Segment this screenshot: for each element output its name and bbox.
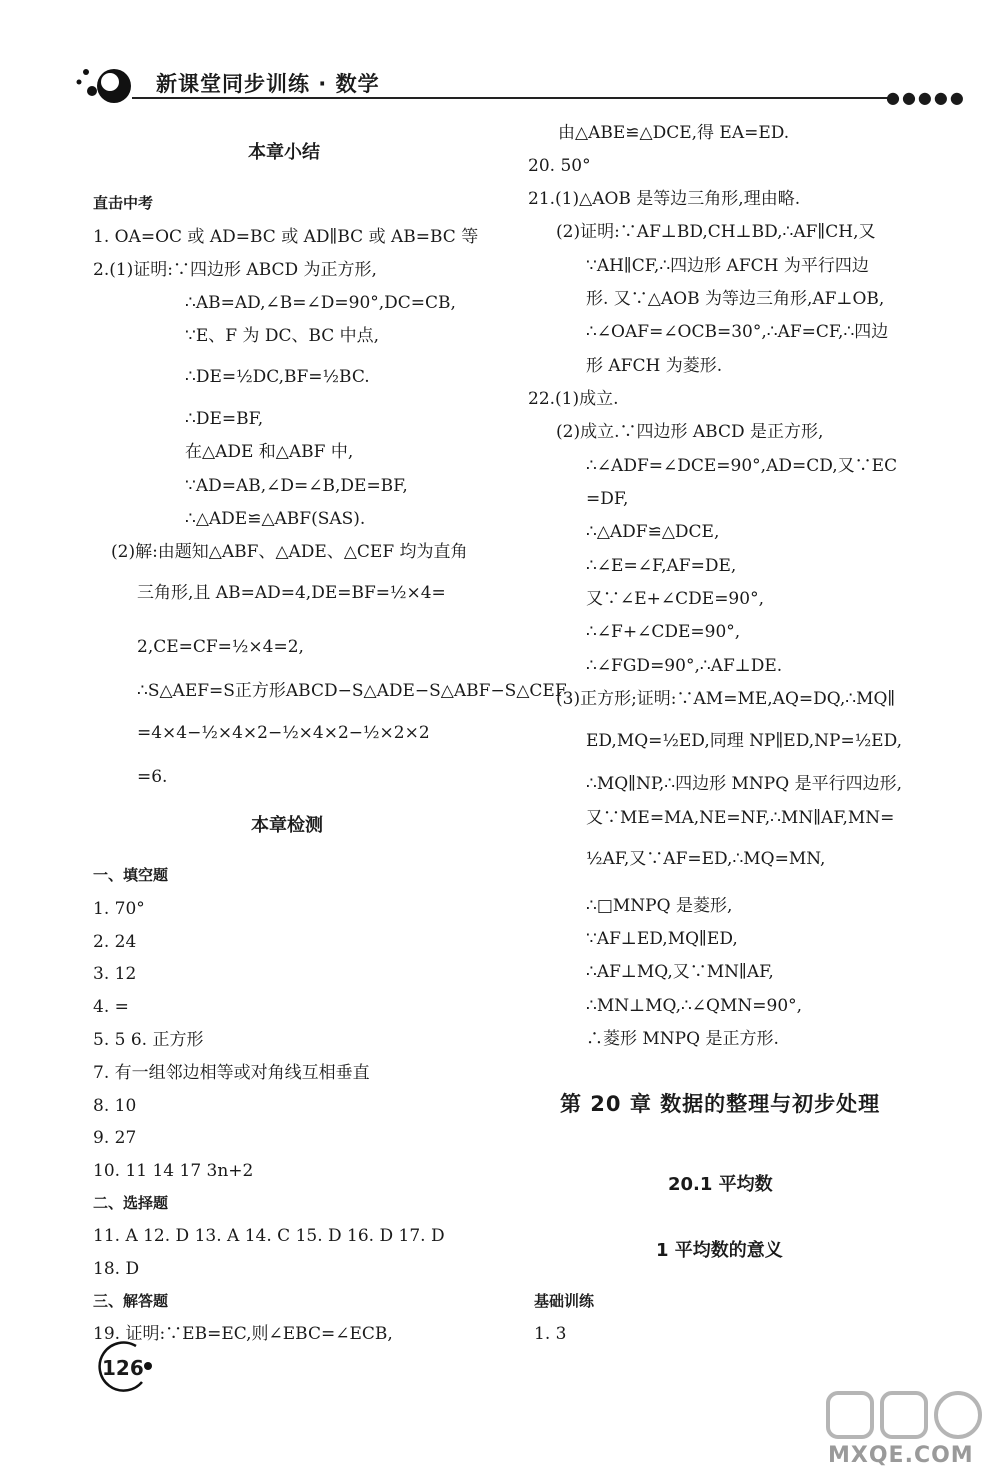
- left-line-7: ∴DE=BF,: [185, 409, 264, 429]
- left-line-21: 3. 12: [93, 964, 137, 984]
- right-line-24: ∴AF⊥MQ,又∵MN∥AF,: [586, 962, 774, 982]
- left-line-16: =6.: [137, 767, 168, 787]
- watermark-logo-icon: [820, 1385, 990, 1445]
- watermark-url: MXQE.COM: [828, 1443, 974, 1468]
- right-line-0: 由△ABE≌△DCE,得 EA=ED.: [558, 123, 790, 143]
- right-line-16: ∴∠FGD=90°,∴AF⊥DE.: [586, 656, 783, 676]
- right-line-15: ∴∠F+∠CDE=90°,: [586, 622, 741, 642]
- left-line-12: 三角形,且 AB=AD=4,DE=BF=½×4=: [137, 583, 446, 603]
- left-line-13: 2,CE=CF=½×4=2,: [137, 637, 304, 657]
- left-line-9: ∵AD=AB,∠D=∠B,DE=BF,: [185, 476, 408, 496]
- left-line-19: 1. 70°: [93, 899, 145, 919]
- right-line-26: ∴菱形 MNPQ 是正方形.: [586, 1029, 779, 1049]
- header-dots: ●●●●●: [886, 88, 966, 107]
- left-line-2: 1. OA=OC 或 AD=BC 或 AD∥BC 或 AB=BC 等: [93, 227, 479, 247]
- header-title: 新课堂同步训练 · 数学: [156, 72, 380, 96]
- header-rule: [132, 97, 890, 99]
- right-line-5: 形. 又∵△AOB 为等边三角形,AF⊥OB,: [586, 289, 885, 309]
- right-line-2: 21.(1)△AOB 是等边三角形,理由略.: [528, 189, 801, 209]
- left-line-6: ∴DE=½DC,BF=½BC.: [185, 367, 370, 387]
- left-line-29: 11. A 12. D 13. A 14. C 15. D 16. D 17. D: [93, 1226, 445, 1246]
- right-line-29: 1 平均数的意义: [656, 1240, 783, 1261]
- right-line-7: 形 AFCH 为菱形.: [586, 356, 723, 376]
- left-line-8: 在△ADE 和△ABF 中,: [185, 442, 354, 462]
- page-number: [94, 1336, 154, 1396]
- left-line-11: (2)解:由题知△ABF、△ADE、△CEF 均为直角: [111, 542, 468, 562]
- right-line-4: ∵AH∥CF,∴四边形 AFCH 为平行四边: [586, 256, 869, 276]
- left-line-22: 4. =: [93, 997, 129, 1017]
- right-line-18: ED,MQ=½ED,同理 NP∥ED,NP=½ED,: [586, 731, 903, 751]
- right-line-8: 22.(1)成立.: [528, 389, 619, 409]
- book-logo-icon: [72, 60, 142, 108]
- left-line-17: 本章检测: [251, 815, 323, 836]
- left-line-3: 2.(1)证明:∵四边形 ABCD 为正方形,: [93, 260, 377, 280]
- page-number-text: 126: [102, 1356, 144, 1380]
- left-line-14: ∴S△AEF=S正方形ABCD−S△ADE−S△ABF−S△CEF: [137, 681, 567, 701]
- left-line-27: 10. 11 14 17 3n+2: [93, 1161, 254, 1181]
- right-line-21: ½AF,又∵AF=ED,∴MQ=MN,: [586, 849, 826, 869]
- right-line-25: ∴MN⊥MQ,∴∠QMN=90°,: [586, 996, 803, 1016]
- left-line-31: 三、解答题: [93, 1292, 169, 1310]
- right-line-28: 20.1 平均数: [668, 1174, 773, 1195]
- right-line-11: =DF,: [586, 489, 629, 509]
- right-line-9: (2)成立.∵四边形 ABCD 是正方形,: [556, 422, 824, 442]
- left-line-10: ∴△ADE≌△ABF(SAS).: [185, 509, 366, 529]
- left-line-20: 2. 24: [93, 932, 137, 952]
- right-line-13: ∴∠E=∠F,AF=DE,: [586, 556, 737, 576]
- right-line-22: ∴□MNPQ 是菱形,: [586, 896, 733, 916]
- right-line-30: 基础训练: [534, 1292, 595, 1310]
- page-header: [72, 60, 966, 110]
- right-line-20: 又∵ME=MA,NE=NF,∴MN∥AF,MN=: [586, 808, 895, 828]
- right-line-27: 第 20 章 数据的整理与初步处理: [560, 1092, 881, 1116]
- right-line-14: 又∵∠E+∠CDE=90°,: [586, 589, 764, 609]
- right-line-12: ∴△ADF≌△DCE,: [586, 522, 720, 542]
- right-line-10: ∴∠ADF=∠DCE=90°,AD=CD,又∵EC: [586, 456, 898, 476]
- left-line-15: =4×4−½×4×2−½×4×2−½×2×2: [137, 723, 430, 743]
- left-line-5: ∵E、F 为 DC、BC 中点,: [185, 326, 380, 346]
- right-line-23: ∵AF⊥ED,MQ∥ED,: [586, 929, 738, 949]
- left-line-26: 9. 27: [93, 1128, 137, 1148]
- left-line-24: 7. 有一组邻边相等或对角线互相垂直: [93, 1063, 370, 1083]
- left-line-23: 5. 5 6. 正方形: [93, 1030, 204, 1050]
- left-line-28: 二、选择题: [93, 1194, 169, 1212]
- left-line-25: 8. 10: [93, 1096, 137, 1116]
- right-line-31: 1. 3: [534, 1324, 567, 1344]
- watermark: [820, 1385, 990, 1473]
- right-line-17: (3)正方形;证明:∵AM=ME,AQ=DQ,∴MQ∥: [556, 689, 896, 709]
- right-line-6: ∴∠OAF=∠OCB=30°,∴AF=CF,∴四边: [586, 322, 889, 342]
- left-line-18: 一、填空题: [93, 866, 169, 884]
- left-line-30: 18. D: [93, 1259, 140, 1279]
- right-line-19: ∴MQ∥NP,∴四边形 MNPQ 是平行四边形,: [586, 774, 902, 794]
- left-line-4: ∴AB=AD,∠B=∠D=90°,DC=CB,: [185, 293, 456, 313]
- left-line-1: 直击中考: [93, 194, 154, 212]
- left-line-32: 19. 证明:∵EB=EC,则∠EBC=∠ECB,: [93, 1324, 393, 1344]
- right-line-1: 20. 50°: [528, 156, 591, 176]
- right-line-3: (2)证明:∵AF⊥BD,CH⊥BD,∴AF∥CH,又: [556, 222, 876, 242]
- left-line-0: 本章小结: [248, 142, 320, 163]
